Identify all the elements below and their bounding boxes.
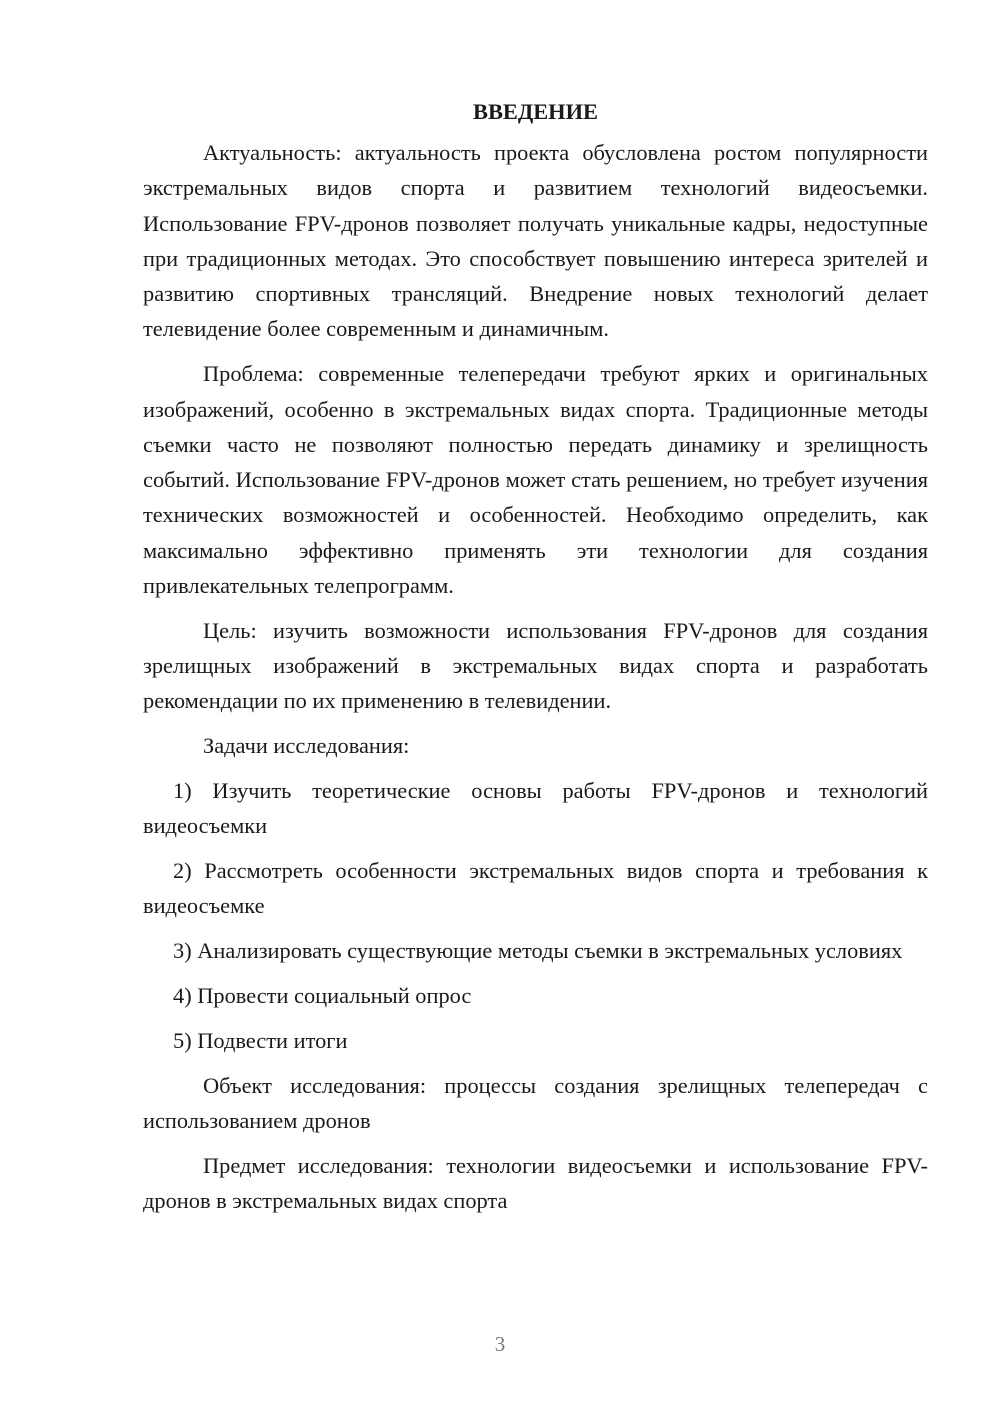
tasks-title: Задачи исследования: [203, 733, 410, 759]
list-item: 5) Подвести итоги [173, 1027, 348, 1053]
tasks-list [143, 773, 928, 1058]
list-item: 1) Изучить теоретические основы работы FPV-дронов и технологий видеосъемки [143, 778, 928, 839]
document-heading: ВВЕДЕНИЕ [473, 99, 598, 124]
list-item: 4) Провести социальный опрос [173, 983, 472, 1009]
document-page [143, 94, 928, 1218]
page-number: 3 [494, 1332, 506, 1356]
relevance-paragraph: Актуальность: актуальность проекта обусловлена ростом популярности экстремальных видов спорта и развитием технологий видеосъемки. Использование FPV-дронов позволяет получать уникальные кадры, недоступные при традиционных методах. Это способствует повышению интереса зрителей и развитию спортивных трансляций. Внедрение новых технологий делает телевидение более современным и динамичным. [143, 140, 928, 342]
subject-paragraph: Предмет исследования: технологии видеосъемки и использование FPV-дронов в экстремальных видах спорта [143, 1152, 928, 1214]
list-item: 2) Рассмотреть особенности экстремальных видов спорта и требования к видеосъемке [143, 858, 928, 919]
object-paragraph: Объект исследования: процессы создания зрелищных телепередач с использованием дронов [143, 1072, 928, 1133]
goal-paragraph: Цель: изучить возможности использования FPV-дронов для создания зрелищных изображений в экстремальных видах спорта и разработать рекомендации по их применению в телевидении. [143, 617, 928, 714]
list-item: 3) Анализировать существующие методы съемки в экстремальных условиях [173, 938, 903, 964]
problem-paragraph: Проблема: современные телепередачи требуют ярких и оригинальных изображений, особенно в экстремальных видах спорта. Традиционные методы съемки часто не позволяют полностью передать динамику и зрелищность событий. Использование FPV-дронов может стать решением, но требует изучения технических возможностей и особенностей. Необходимо определить, как максимально эффективно применять эти технологии для создания привлекательных телепрограмм. [143, 361, 928, 599]
